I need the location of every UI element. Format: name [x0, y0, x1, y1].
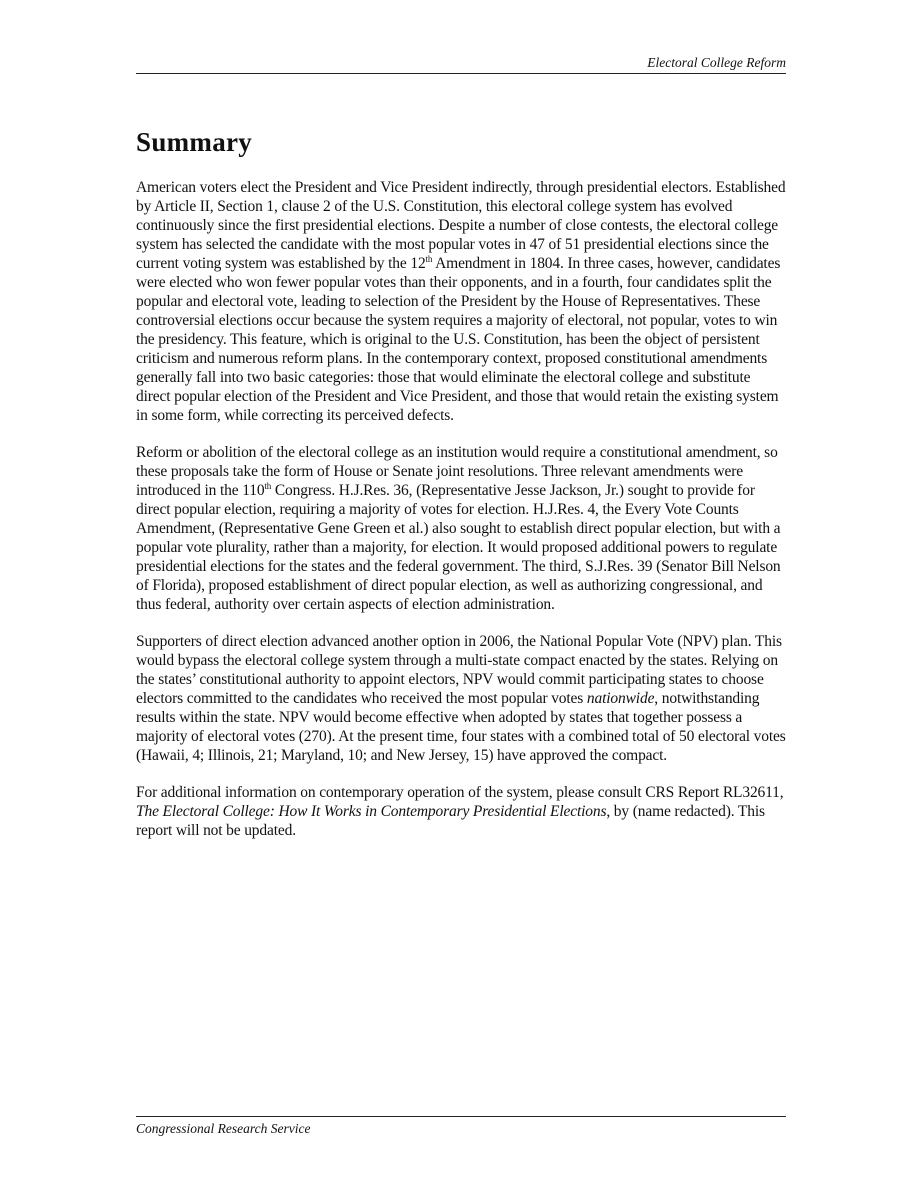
p3-text-a: Supporters of direct election advanced another option in 2006, the National Popular Vote (NPV) plan. This would bypass the electoral college system through a multi-state compact enacted by the states. Relying on the states’ constitutional authority to appoint electors, NPV would commit participating states to choose electors committed to the candidates who received the most popular votes — [136, 633, 782, 707]
p4-text-a: For additional information on contemporary operation of the system, please consult CRS Report RL32611, — [136, 784, 784, 801]
summary-paragraph-4 — [136, 783, 788, 840]
running-title: Electoral College Reform — [647, 55, 786, 70]
summary-body — [136, 178, 788, 858]
summary-paragraph-3 — [136, 632, 788, 765]
p2-superscript: th — [264, 480, 272, 491]
p1-text-b: Amendment in 1804. In three cases, however, candidates were elected who won fewer popular votes than their opponents, and in a fourth, four candidates split the popular and electoral vote, leading to selection of the President by the House of Representatives. These controversial elections occur because the system requires a majority of electoral, not popular, votes to win the presidency. This feature, which is original to the U.S. Constitution, has been the object of persistent criticism and numerous reform plans. In the contemporary context, proposed constitutional amendments generally fall into two basic categories: those that would eliminate the electoral college and substitute direct popular election of the President and Vice President, and those that would retain the existing system in some form, while correcting its perceived defects. — [136, 255, 781, 424]
report-title: The Electoral College: How It Works in Contemporary Presidential Elections — [136, 803, 607, 820]
page-header — [136, 56, 786, 74]
summary-paragraph-1 — [136, 178, 788, 425]
p2-text-a: Reform or abolition of the electoral college as an institution would require a constitutional amendment, so these proposals take the form of House or Senate joint resolutions. Three relevant amendments were introduced in the 110 — [136, 444, 778, 499]
p1-text-a: American voters elect the President and Vice President indirectly, through presidential electors. Established by Article II, Section 1, clause 2 of the U.S. Constitution, this electoral college system has evolved continuously since the first presidential elections. Despite a number of close contests, the electoral college system has selected the candidate with the most popular votes in 47 of 51 presidential elections since the current voting system was established by the 12 — [136, 179, 786, 272]
p3-emphasis: nationwide — [586, 690, 655, 707]
page-footer — [136, 1116, 786, 1137]
p3-text-b: , notwithstanding results within the state. NPV would become effective when adopted by states that together possess a majority of electoral votes (270). At the present time, four states with a combined total of 50 electoral votes (Hawaii, 4; Illinois, 21; Maryland, 10; and New Jersey, 15) have approved the compact. — [136, 690, 786, 764]
p4-text-b: , by (name redacted). This report will not be updated. — [136, 803, 765, 839]
p2-text-b: Congress. H.J.Res. 36, (Representative Jesse Jackson, Jr.) sought to provide for direct popular election, requiring a majority of votes for election. H.J.Res. 4, the Every Vote Counts Amendment, (Representative Gene Green et al.) also sought to establish direct popular election, but with a popular vote plurality, rather than a majority, for election. It would proposed additional powers to regulate presidential elections for the states and the federal government. The third, S.J.Res. 39 (Senator Bill Nelson of Florida), proposed establishment of direct popular election, as well as authorizing congressional, and thus federal, authority over certain aspects of election administration. — [136, 482, 781, 613]
summary-paragraph-2 — [136, 443, 788, 614]
summary-heading: Summary — [136, 127, 253, 157]
footer-organization: Congressional Research Service — [136, 1121, 311, 1136]
p1-superscript: th — [425, 253, 433, 264]
